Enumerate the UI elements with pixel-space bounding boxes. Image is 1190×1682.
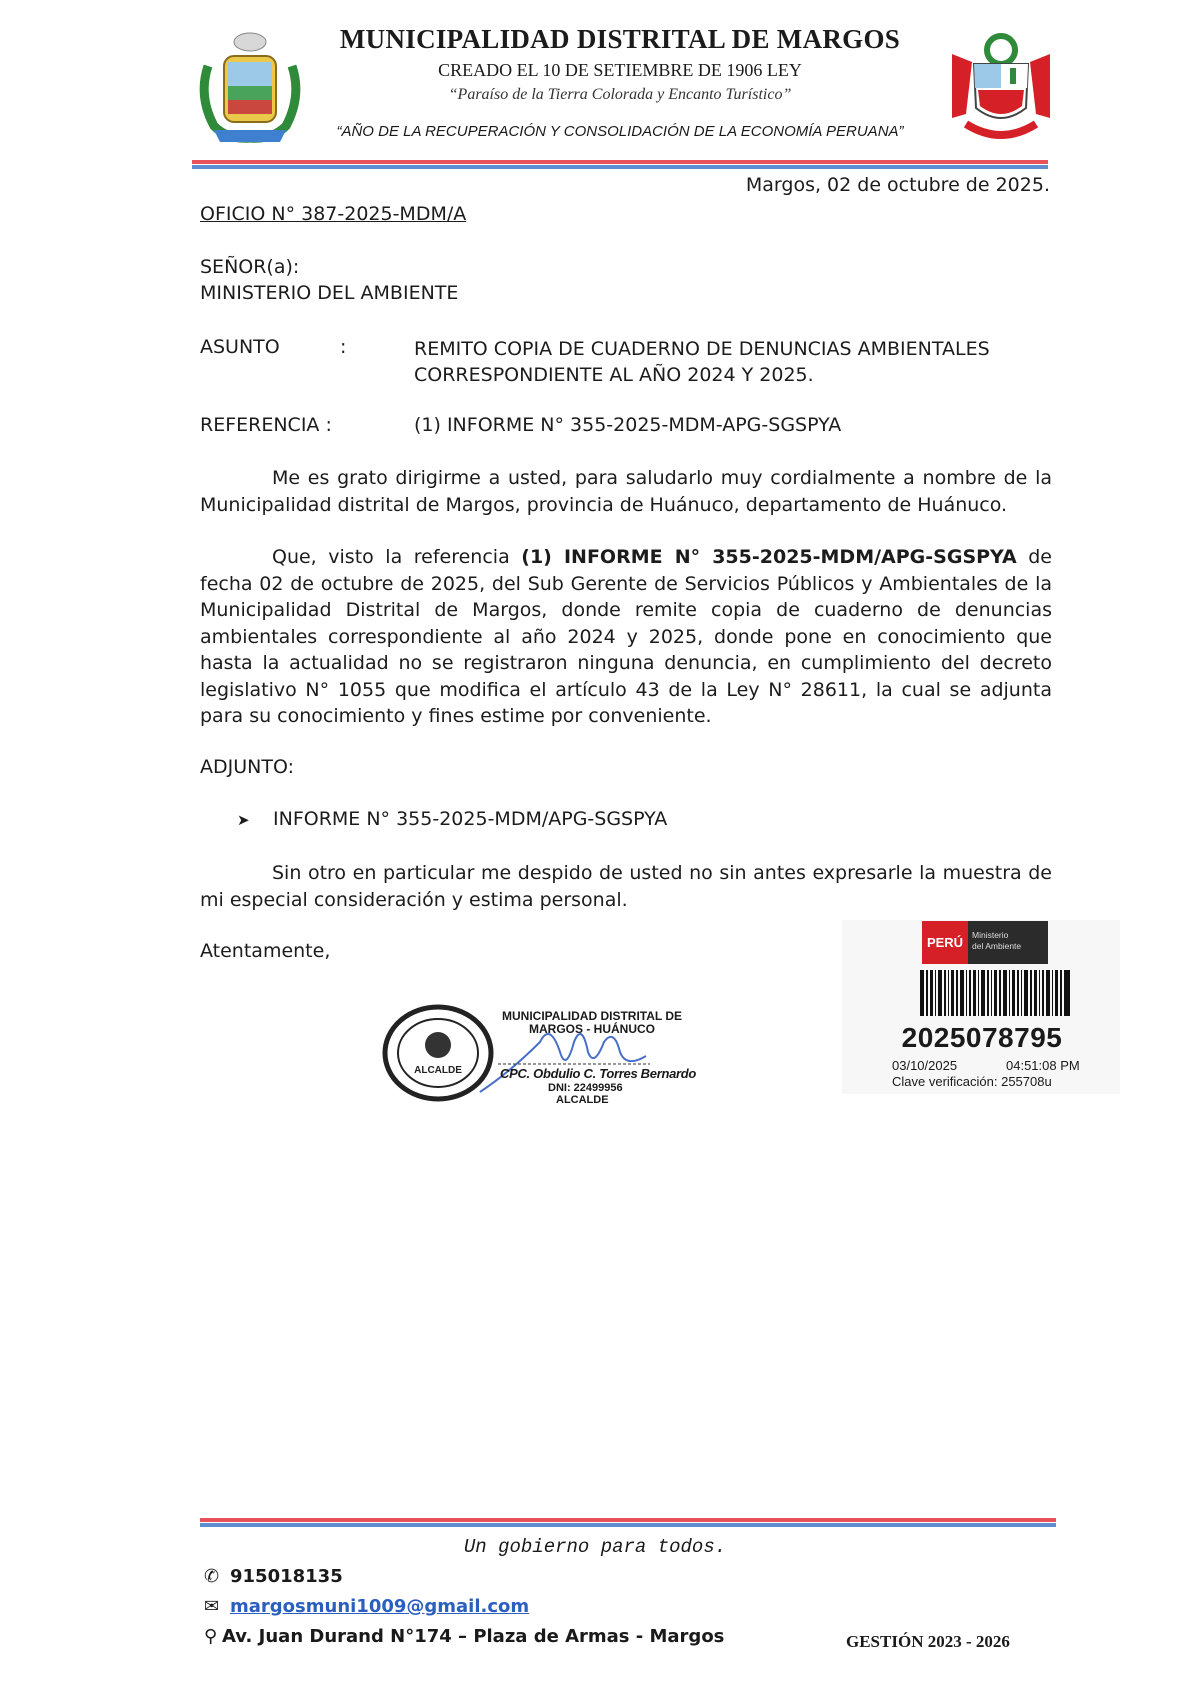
administration-period: GESTIÓN 2023 - 2026 (846, 1632, 1010, 1651)
footer-slogan: Un gobierno para todos. (463, 1536, 727, 1558)
signer-name: CPC. Obdulio C. Torres Bernardo (500, 1066, 697, 1081)
paragraph-main-reference: (1) INFORME N° 355-2025-MDM/APG-SGSPYA (521, 546, 1017, 568)
letter-date: Margos, 02 de octubre de 2025. (745, 174, 1050, 196)
seal-center-label: ALCALDE (414, 1065, 462, 1076)
asunto-text (414, 336, 1054, 388)
envelope-icon: ✉ (204, 1596, 220, 1617)
ministry-name (972, 930, 1021, 952)
footer-address (204, 1626, 724, 1647)
footer-email (204, 1596, 529, 1617)
asunto-line-2: CORRESPONDIENTE AL AÑO 2024 Y 2025. (414, 364, 814, 386)
municipal-coat-of-arms-icon (194, 26, 306, 146)
referencia-label: REFERENCIA : (200, 414, 332, 436)
footer-phone (204, 1566, 343, 1587)
peru-label: PERÚ (922, 921, 968, 964)
municipality-title: MUNICIPALIDAD DISTRITAL DE MARGOS (339, 24, 901, 54)
signer-dni: DNI: 22499956 (548, 1082, 623, 1094)
recipient-name: MINISTERIO DEL AMBIENTE (200, 282, 459, 304)
arrow-bullet-icon: ➤ (237, 811, 250, 829)
email-link[interactable]: margosmuni1009@gmail.com (230, 1596, 530, 1617)
closing: Atentamente, (200, 940, 331, 962)
municipality-motto: “Paraíso de la Tierra Colorada y Encanto Turístico” (448, 86, 792, 103)
ministry-line-1: Ministerio (972, 930, 1009, 940)
registration-date: 03/10/2025 (892, 1058, 958, 1073)
signature-org-line-1: MUNICIPALIDAD DISTRITAL DE (502, 1009, 682, 1023)
phone-icon: ✆ (204, 1566, 220, 1587)
paragraph-greeting: Me es grato dirigirme a usted, para saludarlo muy cordialmente a nombre de la Municipalidad distrital de Margos, provincia de Huánuco, departamento de Huánuco. (200, 467, 1052, 516)
adjunto-item (237, 808, 667, 830)
creation-line: CREADO EL 10 DE SETIEMBRE DE 1906 LEY (438, 60, 802, 80)
registration-number: 2025078795 (901, 1022, 1063, 1053)
recipient-label: SEÑOR(a): (200, 256, 300, 278)
paragraph-main (200, 544, 1052, 730)
asunto-colon: : (340, 336, 347, 358)
year-name: “AÑO DE LA RECUPERACIÓN Y CONSOLIDACIÓN DE LA ECONOMÍA PERUANA” (336, 123, 904, 140)
phone-number: 915018135 (230, 1566, 343, 1587)
paragraph-main-start: Que, visto la referencia (272, 546, 522, 568)
barcode (920, 970, 1070, 1016)
verification-key: Clave verificación: 255708u (892, 1074, 1052, 1089)
header-stripe (192, 160, 1048, 169)
referencia-text: (1) INFORME N° 355-2025-MDM-APG-SGSPYA (414, 414, 842, 436)
asunto-label: ASUNTO (200, 336, 280, 358)
signature-org-line-2: MARGOS - HUÁNUCO (529, 1022, 655, 1036)
signer-role: ALCALDE (556, 1094, 609, 1106)
registration-time: 04:51:08 PM (1006, 1058, 1080, 1073)
paragraph-farewell: Sin otro en particular me despido de usted no sin antes expresarle la muestra de mi especial consideración y estima personal. (200, 862, 1052, 911)
address-text: Av. Juan Durand N°174 – Plaza de Armas - Margos (222, 1626, 725, 1647)
oficio-number: OFICIO N° 387-2025-MDM/A (200, 203, 467, 225)
ministry-line-2: del Ambiente (972, 941, 1022, 951)
paragraph-main-end: de fecha 02 de octubre de 2025, del Sub Gerente de Servicios Públicos y Ambientales de la Municipalidad Distrital de Margos, donde remite copia de cuaderno de denuncias ambientales correspondiente al año 2024 y 2025, donde pone en conocimiento que hasta la actualidad no se registraron ninguna denuncia, en cumplimiento del decreto legislativo N° 1055 que modifica el artículo 43 de la Ley N° 28611, la cual se adjunta para su conocimiento y fines estime por conveniente. (200, 546, 1052, 727)
adjunto-label: ADJUNTO: (200, 756, 294, 778)
adjunto-item-text: INFORME N° 355-2025-MDM/APG-SGSPYA (273, 808, 668, 830)
peru-coat-of-arms-icon (946, 28, 1056, 146)
footer-stripe (200, 1518, 1056, 1527)
location-pin-icon: ⚲ (204, 1626, 218, 1647)
asunto-line-1: REMITO COPIA DE CUADERNO DE DENUNCIAS AMBIENTALES (414, 338, 990, 360)
